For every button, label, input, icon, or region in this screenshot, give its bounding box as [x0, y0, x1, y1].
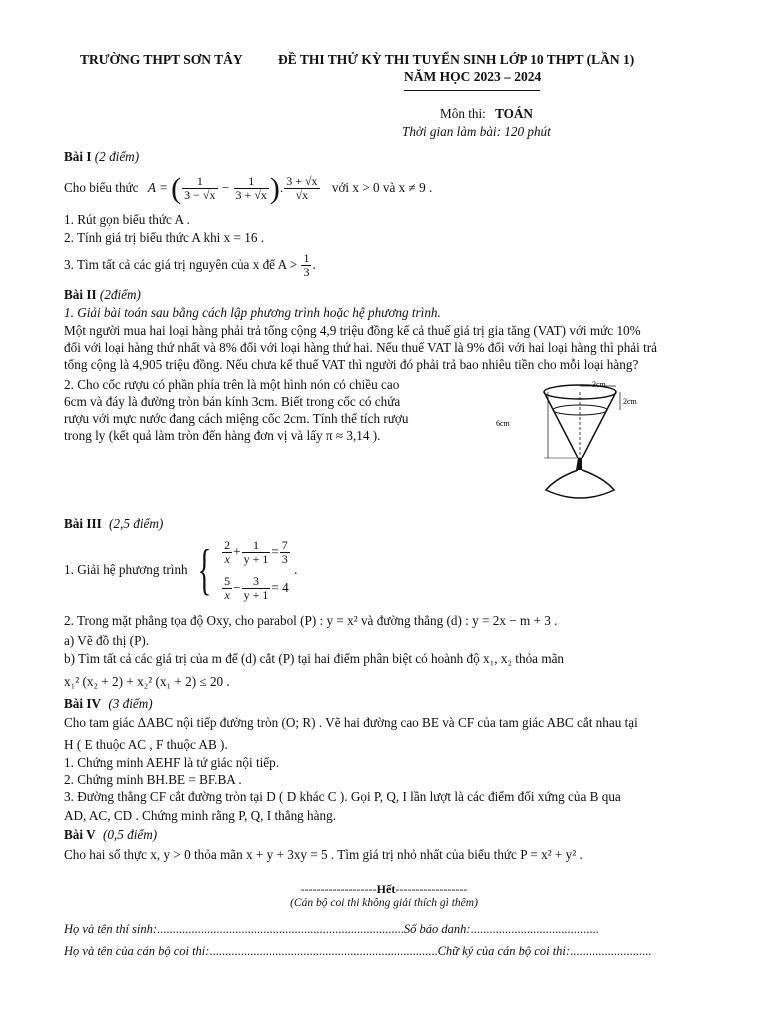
bai1-q3-end: . [312, 257, 316, 272]
bai4-points: (3 điểm) [108, 696, 153, 711]
frac-q3-den: 3 [303, 265, 310, 280]
bai2-p1-line2: đối với loại hàng thứ nhất và 8% đối với loại hàng thứ hai. Nếu thuế VAT là 9% đối với hai loại hàng thì phải trả [64, 340, 658, 355]
signature-label: Chữ ký của cán bộ coi thi: [437, 944, 571, 958]
eq2-frac-b-num: 3 [242, 575, 271, 589]
glass-base [546, 470, 614, 498]
candidate-name-label: Họ và tên thí sinh: [64, 922, 158, 936]
frac-2-num: 1 [234, 175, 269, 189]
bai1-intro: Cho biểu thức [64, 180, 139, 195]
eq2-rhs: = 4 [271, 580, 289, 595]
bai5-heading [64, 826, 724, 843]
bai3-q1-text: 1. Giải hệ phương trình [64, 562, 188, 577]
system-equations [221, 534, 291, 606]
fig-label-6cm: 6cm [496, 419, 510, 428]
equation-1 [221, 534, 291, 570]
bai1-q2: 2. Tính giá trị biểu thức A khi x = 16 . [64, 230, 265, 245]
glass-right-side [582, 392, 616, 458]
eq1-frac-b-den: y + 1 [243, 552, 269, 567]
bai2-p1-line1: Một người mua hai loại hàng phải trả tổng cộng 4,9 triệu đồng kể cả thuế giá trị gia tăng (VAT) với mức 10% [64, 323, 641, 338]
eq1-frac-r-num: 7 [281, 538, 288, 553]
bai2-p2-line4: trong ly (kết quả làm tròn đến hàng đơn vị và lấy π ≈ 3,14 ). [64, 428, 381, 443]
subject-line [440, 106, 533, 122]
eq1-frac-a-den: x [224, 552, 230, 567]
proctor-name-label: Họ và tên của cán bộ coi thi: [64, 944, 210, 958]
eq1-frac-b [242, 539, 271, 566]
frac-1-den: 3 − √x [184, 188, 216, 203]
bai2-points: (2điểm) [99, 287, 141, 302]
bai4-title: Bài IV [64, 696, 102, 711]
eq1-frac-r [280, 539, 290, 566]
eq1-plus: + [233, 544, 241, 559]
frac-q3-num: 1 [303, 251, 310, 266]
bai3-heading [64, 515, 724, 532]
eq2-minus: − [233, 580, 241, 595]
bai5-title: Bài V [64, 827, 96, 842]
bai1-heading [64, 148, 724, 165]
frac-1-num: 1 [182, 175, 217, 189]
exam-time: Thời gian làm bài: 120 phút [402, 124, 551, 139]
bai1-q3 [64, 248, 724, 282]
bai3-qa: a) Vẽ đồ thị (P). [64, 633, 150, 648]
eq2-frac-b-den: y + 1 [243, 588, 269, 603]
signature-dots: .......................... [570, 944, 652, 958]
eq2-frac-b [242, 575, 271, 602]
bai3-qb: b) Tìm tất cả các giá trị của m để (d) cắt (P) tại hai điểm phân biệt có hoành độ x₁, x₂ thỏa mãn [64, 651, 565, 666]
bai3-title: Bài III [64, 516, 102, 531]
bai1-q3-text: 3. Tìm tất cả các giá trị nguyên của x để A > [64, 257, 298, 272]
eq2-frac-a-den: x [224, 588, 230, 603]
bai1-expression: Cho biểu thức A = ( $\frac{1}{3 - √x}$ − $\frac{1}{3 + √x}$ ). $\frac{3 + √x}{√x}$ với x > 0 và x ≠ 9 . [64, 171, 433, 205]
frac-2 [234, 175, 269, 202]
eq1-frac-b-num: 1 [242, 539, 271, 553]
end-dashes-right: ------------------ [395, 882, 468, 896]
bai2-p1-heading: 1. Giải bài toán sau bằng cách lập phương trình hoặc hệ phương trình. [64, 305, 441, 320]
fig-label-3cm: 3cm [592, 380, 606, 389]
school-year: NĂM HỌC 2023 – 2024 [404, 69, 542, 84]
wine-glass-figure [486, 378, 650, 508]
bai3-points: (2,5 điểm) [109, 516, 164, 531]
eq2-frac-a [222, 575, 232, 602]
fig-label-2cm: 2cm [623, 397, 637, 406]
bai5-points: (0,5 điểm) [102, 827, 158, 842]
bai3-system [64, 532, 297, 608]
school-name: TRƯỜNG THPT SƠN TÂY [80, 52, 243, 67]
exam-title: ĐỀ THI THỬ KỲ THI TUYỂN SINH LỚP 10 THPT (LẦN 1) [278, 52, 635, 67]
header-underline [404, 90, 540, 91]
bai2-p2-line2: 6cm và đáy là đường tròn bán kính 3cm. Biết trong cốc có chứa [64, 394, 401, 409]
system-brace: { [197, 539, 212, 601]
bai4-line6: AD, AC, CD . Chứng minh rằng P, Q, I thẳng hàng. [64, 808, 336, 823]
bai1-points: (2 điểm) [94, 149, 140, 164]
bai3-qb-condition: x₁² (x₂ + 2) + x₂² (x₁ + 2) ≤ 20 . [64, 674, 230, 689]
bai4-heading [64, 695, 724, 712]
bai1-title: Bài I [64, 149, 92, 164]
bai4-line2: H ( E thuộc AC , F thuộc AB ). [64, 737, 228, 752]
frac-3-num: 3 + √x [286, 174, 318, 189]
subject: TOÁN [495, 106, 533, 121]
frac-3 [284, 175, 319, 202]
expr-A-label: A = [147, 180, 168, 195]
frac-1 [182, 175, 217, 202]
paren-close: ) [269, 171, 280, 205]
minus-sign: − [221, 180, 230, 195]
bai2-title: Bài II [64, 287, 97, 302]
frac-3-den: √x [295, 188, 309, 203]
end-dashes-left: ------------------- [300, 882, 377, 896]
candidate-name-field [64, 922, 599, 937]
glass-left-side [544, 392, 578, 458]
frac-2-den: 3 + √x [235, 188, 267, 203]
bai2-heading [64, 286, 724, 303]
eq1-frac-a-num: 2 [224, 538, 231, 553]
eq1-equals: = [271, 544, 279, 559]
paren-open: ( [171, 171, 182, 205]
eq1-frac-a [222, 539, 232, 566]
bai5-line1: Cho hai số thực x, y > 0 thỏa mãn x + y + 3xy = 5 . Tìm giá trị nhỏ nhất của biểu thức P = x² + y² . [64, 847, 583, 862]
candidate-name-dots: ............................................................................... [157, 922, 404, 936]
end-word: Hết [376, 882, 396, 896]
eq1-frac-r-den: 3 [281, 552, 288, 567]
bai2-p1-line3: tổng cộng là 4,905 triệu đồng. Nếu chưa kể thuế VAT thì người đó phải trả bao nhiêu tiền cho mỗi loại hàng? [64, 357, 639, 372]
bai4-line3: 1. Chứng minh AEHF là tứ giác nội tiếp. [64, 755, 280, 770]
glass-stem [576, 458, 582, 470]
sbd-dots: ......................................... [470, 922, 599, 936]
bai3-q1-end: . [294, 562, 298, 577]
frac-q3 [301, 252, 311, 279]
proctor-field [64, 944, 651, 959]
proctor-name-dots: ......................................................................... [209, 944, 438, 958]
bai3-q2: 2. Trong mặt phẳng tọa độ Oxy, cho parabol (P) : y = x² và đường thẳng (d) : y = 2x − m + 3 . [64, 613, 558, 628]
equation-2 [221, 570, 291, 606]
end-marker [0, 882, 768, 897]
bai4-line1: Cho tam giác ΔABC nội tiếp đường tròn (O; R) . Vẽ hai đường cao BE và CF của tam giác ABC cắt nhau tại [64, 715, 638, 730]
bai1-q1: 1. Rút gọn biểu thức A . [64, 212, 190, 227]
bai4-line4: 2. Chứng minh BH.BE = BF.BA . [64, 772, 242, 787]
bai2-p2-line1: 2. Cho cốc rượu có phần phía trên là một hình nón có chiều cao [64, 377, 400, 392]
bai1-condition: với x > 0 và x ≠ 9 . [331, 180, 433, 195]
bai4-line5: 3. Đường thẳng CF cắt đường tròn tại D ( D khác C ). Gọi P, Q, I lần lượt là các điểm đối xứng của B qua [64, 789, 621, 804]
bai2-p2-line3: rượu với mực nước đang cách miệng cốc 2cm. Tính thể tích rượu [64, 411, 409, 426]
sbd-label: Số báo danh: [403, 922, 471, 936]
subject-label: Môn thi: [440, 106, 486, 121]
proctor-note: (Cán bộ coi thi không giải thích gì thêm) [290, 897, 478, 909]
eq2-frac-a-num: 5 [224, 574, 231, 589]
